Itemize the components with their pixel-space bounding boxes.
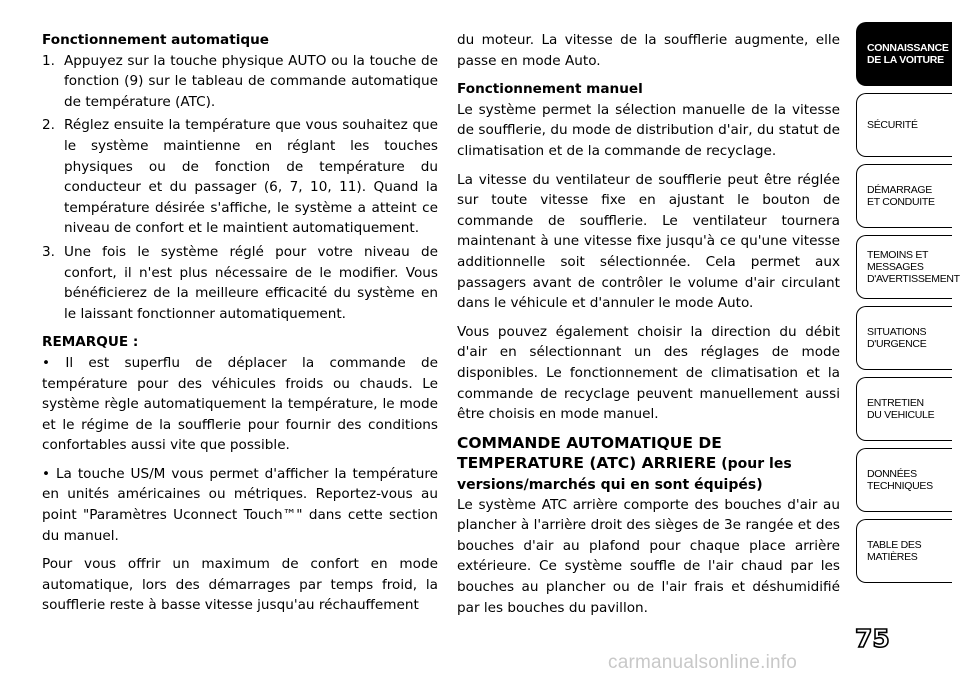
- step-text: Appuyez sur la touche physique AUTO ou la touche de fonction (9) sur le tableau de commande automatique de température (ATC).: [64, 52, 438, 110]
- remark-bullet: • Il est superflu de déplacer la commande de température pour des véhicules froids ou chauds. Le système règle automatiquement la température, le mode et le régime de la soufflerie pour fournir des conditions confortables aussi vite que possible.: [42, 354, 438, 454]
- section-heading-auto: Fonctionnement automatique: [42, 32, 269, 48]
- watermark: carmanualsonline.info: [608, 652, 798, 673]
- continuation-paragraph: du moteur. La vitesse de la soufflerie augmente, elle passe en mode Auto.: [457, 32, 840, 69]
- auto-steps-list: [42, 51, 438, 325]
- tab-donnees-techniques[interactable]: DONNÉES TECHNIQUES: [856, 448, 952, 512]
- tab-situations-urgence[interactable]: SITUATIONS D'URGENCE: [856, 306, 952, 370]
- list-item: [42, 115, 438, 239]
- step-text: Réglez ensuite la température que vous souhaitez que le système maintienne en réglant les touches physiques ou de fonction de température du conducteur et du passager (6, 7, 10, 11). Quand la température désirée s'affiche, le système a atteint ce niveau de confort et le maintient automatiquement.: [64, 117, 438, 237]
- tab-temoins-messages[interactable]: TEMOINS ET MESSAGES D'AVERTISSEMENT: [856, 235, 952, 299]
- chapter-tabs: [856, 22, 960, 590]
- tab-connaissance-voiture[interactable]: CONNAISSANCE DE LA VOITURE: [856, 22, 952, 86]
- list-item: [42, 242, 438, 324]
- airflow-direction-paragraph: Vous pouvez également choisir la direction du débit d'air en sélectionnant un des réglages de mode disponibles. Le fonctionnement de climatisation et la commande de recyclage peuvent manuellement aussi être choisis en mode manuel.: [457, 323, 840, 423]
- manual-intro-paragraph: Le système permet la sélection manuelle de la vitesse de soufflerie, du mode de distribution d'air, du statut de climatisation et de la commande de recyclage.: [457, 101, 840, 159]
- rear-atc-paragraph: Le système ATC arrière comporte des bouches d'air au plancher à l'arrière droit des sièges de 3e rangée et des bouches d'air au plafond pour chaque place arrière extérieure. Ce système souffle de l'air chaud par les bouches au plancher ou de l'air frais et déshumidifié par les bouches du pavillon.: [457, 496, 840, 616]
- tab-entretien-vehicule[interactable]: ENTRETIEN DU VEHICULE: [856, 377, 952, 441]
- tab-securite[interactable]: SÉCURITÉ: [856, 93, 952, 157]
- fan-speed-paragraph: La vitesse du ventilateur de soufflerie peut être réglée sur toute vitesse fixe en ajustant le bouton de commande de soufflerie. Le ventilateur tournera maintenant à une vitesse fixe jusqu'à ce qu'une vitesse additionnelle soit sélectionnée. Cela permet aux passagers avant de contrôler le volume d'air circulant dans le véhicule et d'annuler le mode Auto.: [457, 171, 840, 312]
- step-text: Une fois le système réglé pour votre niveau de confort, il n'est plus nécessaire de le modifier. Vous bénéficierez de la meilleure efficacité du système en le laissant fonctionner automatiquement.: [64, 243, 438, 322]
- rear-atc-heading: [457, 433, 840, 495]
- rear-atc-subtitle: (pour les versions/marchés qui en sont équipés): [457, 455, 792, 493]
- tab-table-matieres[interactable]: TABLE DES MATIÈRES: [856, 519, 952, 583]
- right-column: [457, 30, 840, 626]
- section-heading-manual: Fonctionnement manuel: [457, 81, 643, 98]
- tab-demarrage-conduite[interactable]: DÉMARRAGE ET CONDUITE: [856, 164, 952, 228]
- closing-paragraph: Pour vous offrir un maximum de confort en mode automatique, lors des démarrages par temps froid, la soufflerie reste à basse vitesse jusqu'au réchauffement: [42, 556, 438, 614]
- left-column: [42, 30, 438, 624]
- step-number: 1.: [42, 52, 55, 69]
- page-number: 75: [855, 624, 890, 653]
- list-item: [42, 51, 438, 113]
- step-number: 2.: [42, 117, 55, 134]
- step-number: 3.: [42, 243, 55, 260]
- remark-heading: REMARQUE :: [42, 334, 139, 351]
- remark-bullet: • La touche US/M vous permet d'afficher la température en unités américaines ou métriques. Reportez-vous au point "Paramètres Uconnect Touch™" dans cette section du manuel.: [42, 465, 438, 544]
- rear-atc-title: COMMANDE AUTOMATIQUE DE TEMPERATURE (ATC) ARRIERE: [457, 433, 722, 472]
